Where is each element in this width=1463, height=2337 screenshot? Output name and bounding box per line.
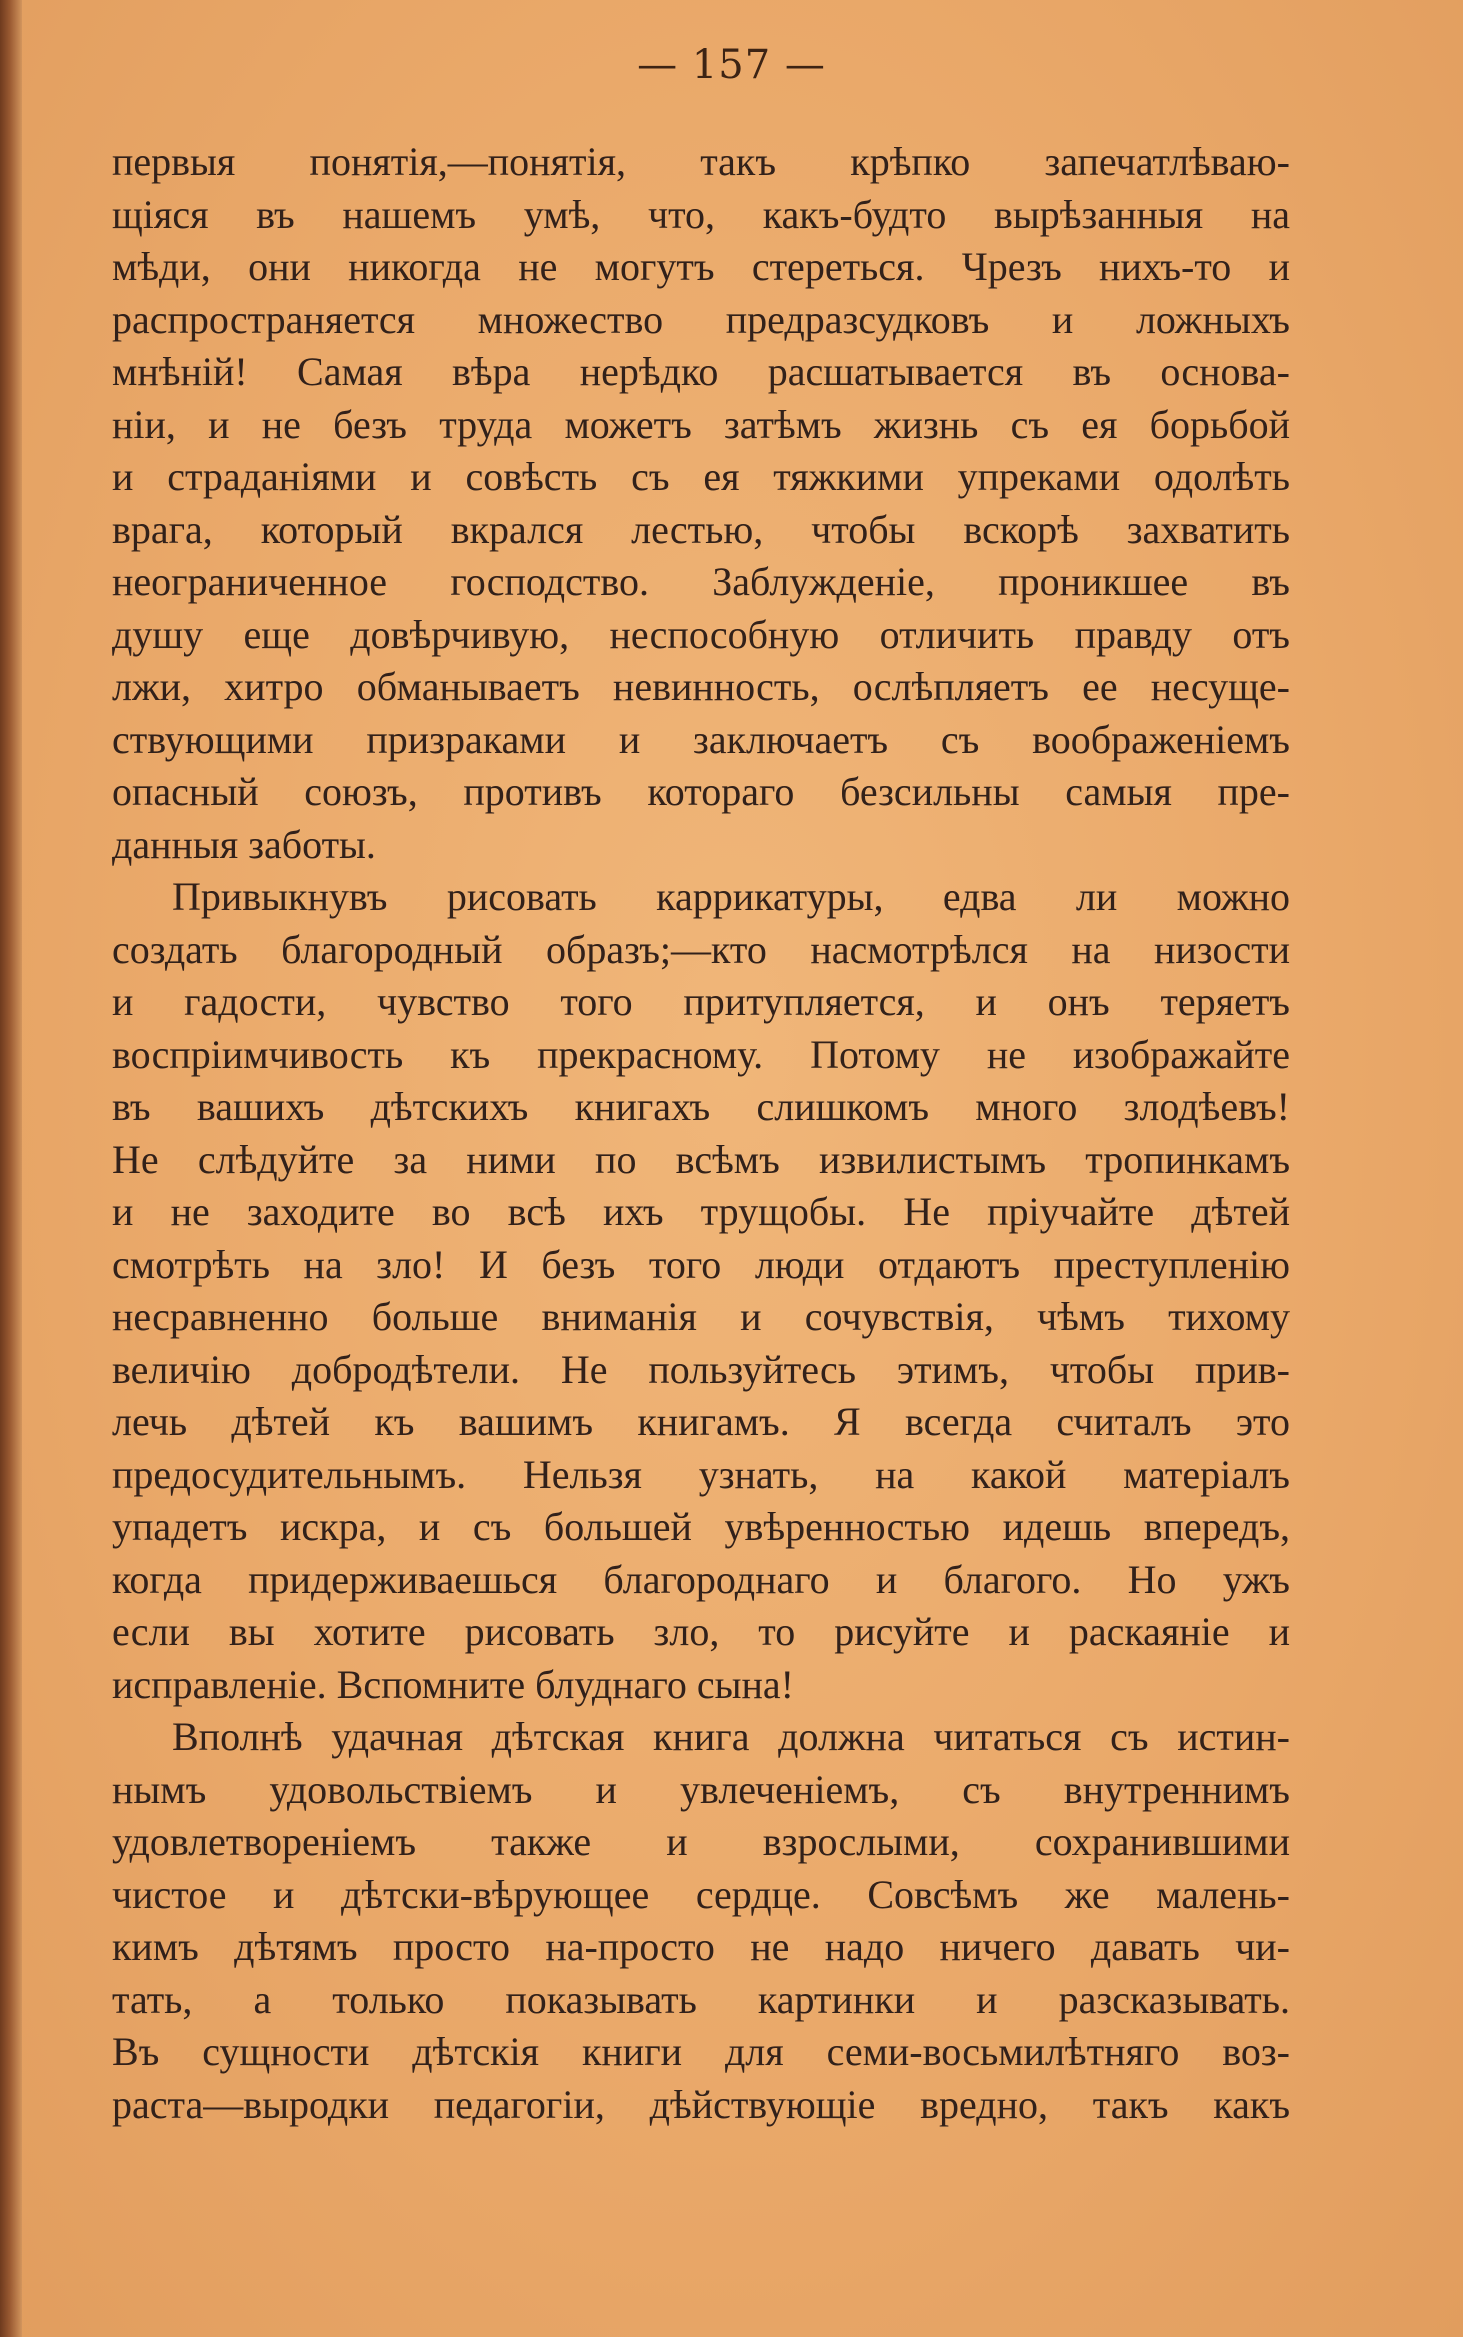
text-line: и страданіями и совѣсть съ ея тяжкими упреками одолѣть xyxy=(112,454,1290,499)
text-line: мнѣній! Самая вѣра нерѣдко расшатывается въ основа- xyxy=(112,349,1290,394)
text-line: ніи, и не безъ труда можетъ затѣмъ жизнь съ ея борьбой xyxy=(112,401,1290,447)
paragraph-end-line: данныя заботы. xyxy=(112,821,376,867)
page-body-text xyxy=(112,136,1290,2131)
text-line: предосудительнымъ. Нельзя узнать, на какой матеріалъ xyxy=(112,1451,1290,1497)
text-line: распространяется множество предразсудковъ и ложныхъ xyxy=(112,296,1290,342)
text-line: первыя понятія,—понятія, такъ крѣпко запечатлѣваю- xyxy=(112,139,1290,184)
text-line: въ вашихъ дѣтскихъ книгахъ слишкомъ много злодѣевъ! xyxy=(112,1084,1290,1129)
text-line: создать благородный образъ;—кто насмотрѣлся на низости xyxy=(112,926,1290,972)
text-line: мѣди, они никогда не могутъ стереться. Чрезъ нихъ-то и xyxy=(112,244,1290,289)
text-line: опасный союзъ, противъ котораго безсильны самыя пре- xyxy=(112,769,1290,814)
text-line: чистое и дѣтски-вѣрующее сердце. Совсѣмъ же малень- xyxy=(112,1871,1290,1917)
text-line: врага, который вкрался лестью, чтобы вскорѣ захватить xyxy=(112,506,1290,552)
text-line: упадетъ искра, и съ большей увѣренностью идешь впередъ, xyxy=(112,1504,1290,1549)
text-line: воспріимчивость къ прекрасному. Потому не изображайте xyxy=(112,1031,1290,1077)
text-line: ствующими призраками и заключаетъ съ воображеніемъ xyxy=(112,716,1290,762)
text-line: щіяся въ нашемъ умѣ, что, какъ-будто вырѣзанныя на xyxy=(112,191,1290,237)
text-line: и не заходите во всѣ ихъ трущобы. Не пріучайте дѣтей xyxy=(112,1189,1290,1234)
text-line: лжи, хитро обманываетъ невинность, ослѣпляетъ ее несуще- xyxy=(112,664,1290,709)
text-line: и гадости, чувство того притупляется, и онъ теряетъ xyxy=(112,979,1290,1024)
text-line: величію добродѣтели. Не пользуйтесь этимъ, чтобы прив- xyxy=(112,1346,1290,1392)
text-line: лечь дѣтей къ вашимъ книгамъ. Я всегда считалъ это xyxy=(112,1399,1290,1444)
paragraph-start-line: Вполнѣ удачная дѣтская книга должна читаться съ истин- xyxy=(172,1714,1290,1759)
text-line: удовлетвореніемъ также и взрослыми, сохранившими xyxy=(112,1819,1290,1864)
text-line: смотрѣть на зло! И безъ того люди отдаютъ преступленію xyxy=(112,1241,1290,1287)
paragraph-end-line: исправленіе. Вспомните блуднаго сына! xyxy=(112,1661,794,1707)
text-line: нымъ удовольствіемъ и увлеченіемъ, съ внутреннимъ xyxy=(112,1766,1290,1812)
text-line: если вы хотите рисовать зло, то рисуйте и раскаяніе и xyxy=(112,1609,1290,1654)
text-line: раста—выродки педагогіи, дѣйствующіе вредно, такъ какъ xyxy=(112,2081,1290,2127)
text-line: неограниченное господство. Заблужденіе, проникшее въ xyxy=(112,559,1290,604)
text-line: когда придерживаешься благороднаго и благого. Но ужъ xyxy=(112,1556,1290,1602)
text-line: тать, а только показывать картинки и разсказывать. xyxy=(112,1976,1290,2022)
book-spine-shadow xyxy=(0,0,22,2337)
text-line: Не слѣдуйте за ними по всѣмъ извилистымъ тропинкамъ xyxy=(112,1136,1290,1182)
text-line: несравненно больше вниманія и сочувствія, чѣмъ тихому xyxy=(112,1294,1290,1339)
paragraph-start-line: Привыкнувъ рисовать каррикатуры, едва ли можно xyxy=(172,874,1290,919)
page-number: — 157 — xyxy=(637,42,826,88)
text-line: Въ сущности дѣтскія книги для семи-восьмилѣтняго воз- xyxy=(112,2029,1290,2074)
text-line: кимъ дѣтямъ просто на-просто не надо ничего давать чи- xyxy=(112,1924,1290,1969)
text-line: душу еще довѣрчивую, неспособную отличить правду отъ xyxy=(112,611,1290,657)
